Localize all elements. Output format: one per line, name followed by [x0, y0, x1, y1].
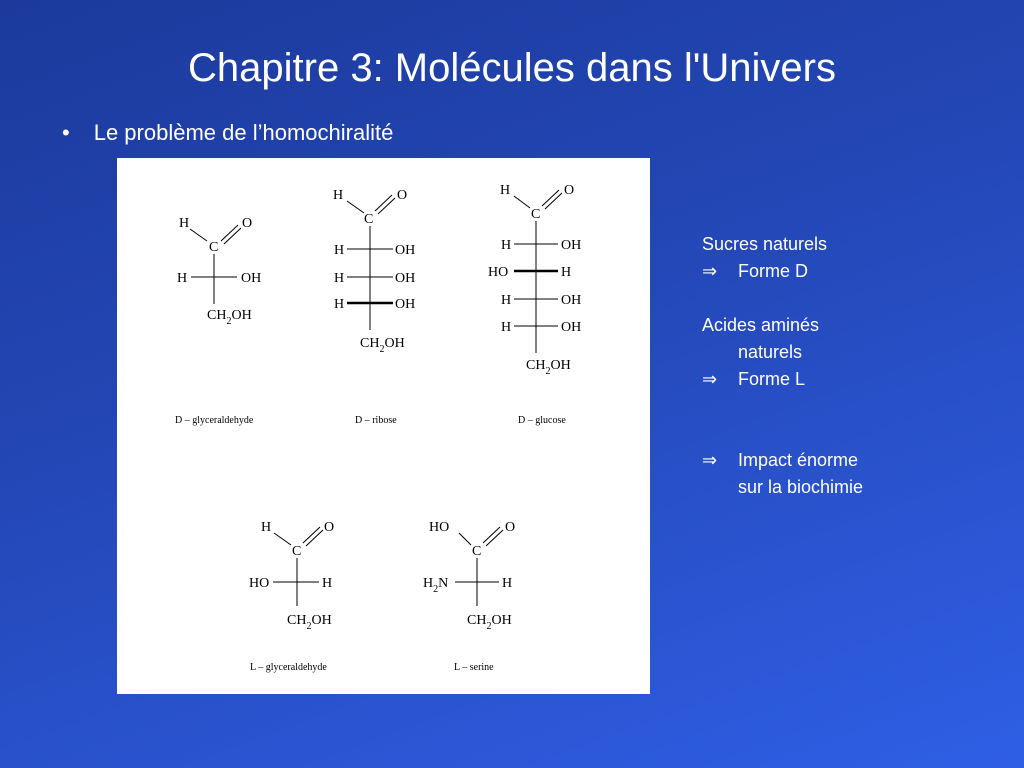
atom-oh: OH — [561, 238, 582, 253]
bullet-text: Le problème de l’homochiralité — [93, 120, 394, 145]
atom-oh: OH — [241, 271, 262, 286]
atom-h: H — [501, 293, 512, 308]
atom-ch2oh-sub: 2 — [379, 344, 385, 355]
atom-ch2oh-pre: CH — [467, 613, 487, 628]
implies-arrow-icon: ⇒ — [702, 369, 718, 389]
molecule-label: D – ribose — [355, 415, 397, 426]
atom-ch2oh-sub: 2 — [306, 621, 312, 632]
atom-ch2oh-pre: CH — [360, 336, 380, 351]
atom-h: H — [322, 576, 333, 591]
atom-ch2oh-sub: 2 — [226, 316, 232, 327]
atom-ch2oh-sub: 2 — [486, 621, 492, 632]
atom-h: H — [177, 271, 188, 286]
molecule-label: D – glyceraldehyde — [175, 415, 254, 426]
atom-o: O — [505, 520, 516, 535]
atom-ch2oh-post: OH — [231, 308, 252, 323]
molecule-label: L – serine — [454, 662, 494, 673]
bullet-marker: • — [62, 120, 70, 145]
atom-ch2oh — [526, 358, 571, 377]
atom-h: H — [261, 520, 272, 535]
slide-title: Chapitre 3: Molécules dans l'Univers — [188, 46, 836, 90]
molecule-d-glucose — [488, 183, 581, 426]
atom-oh: OH — [561, 320, 582, 335]
atom-ho: HO — [488, 265, 509, 280]
atom-oh: OH — [395, 271, 416, 286]
atom-ch2oh-post: OH — [491, 613, 512, 628]
acides-label-line1: Acides aminés — [702, 315, 820, 335]
atom-o: O — [397, 188, 408, 203]
implies-forme-d — [702, 258, 1002, 285]
atom-h: H — [333, 188, 344, 203]
atom-c: C — [364, 212, 374, 227]
atom-ch2oh-pre: CH — [287, 613, 307, 628]
implies-impact — [702, 447, 1002, 474]
sucres-label: Sucres naturels — [702, 234, 828, 254]
atom-c: C — [472, 544, 482, 559]
atom-h2n-post: N — [438, 576, 449, 591]
atom-h: H — [502, 576, 513, 591]
atom-ch2oh-sub: 2 — [545, 366, 551, 377]
atom-oh: OH — [395, 297, 416, 312]
atom-ch2oh — [467, 613, 512, 632]
molecule-l-serine — [423, 520, 515, 673]
atom-h: H — [561, 265, 572, 280]
molecule-d-glyceraldehyde — [175, 216, 261, 426]
atom-h2n-sub: 2 — [433, 584, 439, 595]
impact-label-line2: sur la biochimie — [738, 477, 864, 497]
atom-h: H — [501, 320, 512, 335]
atom-oh: OH — [395, 243, 416, 258]
molecule-d-ribose — [333, 188, 415, 426]
atom-ho: HO — [249, 576, 270, 591]
fischer-projections — [117, 158, 650, 694]
atom-h: H — [334, 271, 345, 286]
atom-ch2oh-post: OH — [311, 613, 332, 628]
forme-d-label: Forme D — [738, 261, 809, 281]
impact-label-line1: Impact énorme — [738, 450, 859, 470]
side-notes — [702, 231, 1002, 501]
molecule-l-glyceraldehyde — [249, 520, 334, 673]
atom-o: O — [324, 520, 335, 535]
atom-h2n-pre: H — [423, 576, 434, 591]
molecule-label: D – glucose — [518, 415, 566, 426]
molecule-figure — [117, 158, 650, 694]
molecule-label: L – glyceraldehyde — [250, 662, 327, 673]
atom-c: C — [209, 240, 219, 255]
implies-arrow-icon: ⇒ — [702, 261, 718, 281]
atom-h: H — [334, 297, 345, 312]
atom-h: H — [501, 238, 512, 253]
atom-ch2oh — [287, 613, 332, 632]
atom-h2n — [423, 576, 448, 595]
atom-ch2oh-pre: CH — [526, 358, 546, 373]
atom-ch2oh-post: OH — [550, 358, 571, 373]
atom-ch2oh — [360, 336, 405, 355]
atom-ch2oh-pre: CH — [207, 308, 227, 323]
atom-ch2oh-post: OH — [384, 336, 405, 351]
bullet-item — [62, 119, 393, 147]
forme-l-label: Forme L — [738, 369, 806, 389]
acides-label-line2: naturels — [738, 342, 803, 362]
atom-o: O — [242, 216, 253, 231]
atom-h: H — [334, 243, 345, 258]
implies-forme-l — [702, 366, 1002, 393]
atom-oh: OH — [561, 293, 582, 308]
atom-ho: HO — [429, 520, 450, 535]
atom-c: C — [292, 544, 302, 559]
atom-ch2oh — [207, 308, 252, 327]
atom-o: O — [564, 183, 575, 198]
implies-arrow-icon: ⇒ — [702, 450, 718, 470]
atom-c: C — [531, 207, 541, 222]
atom-h: H — [179, 216, 190, 231]
atom-h: H — [500, 183, 511, 198]
